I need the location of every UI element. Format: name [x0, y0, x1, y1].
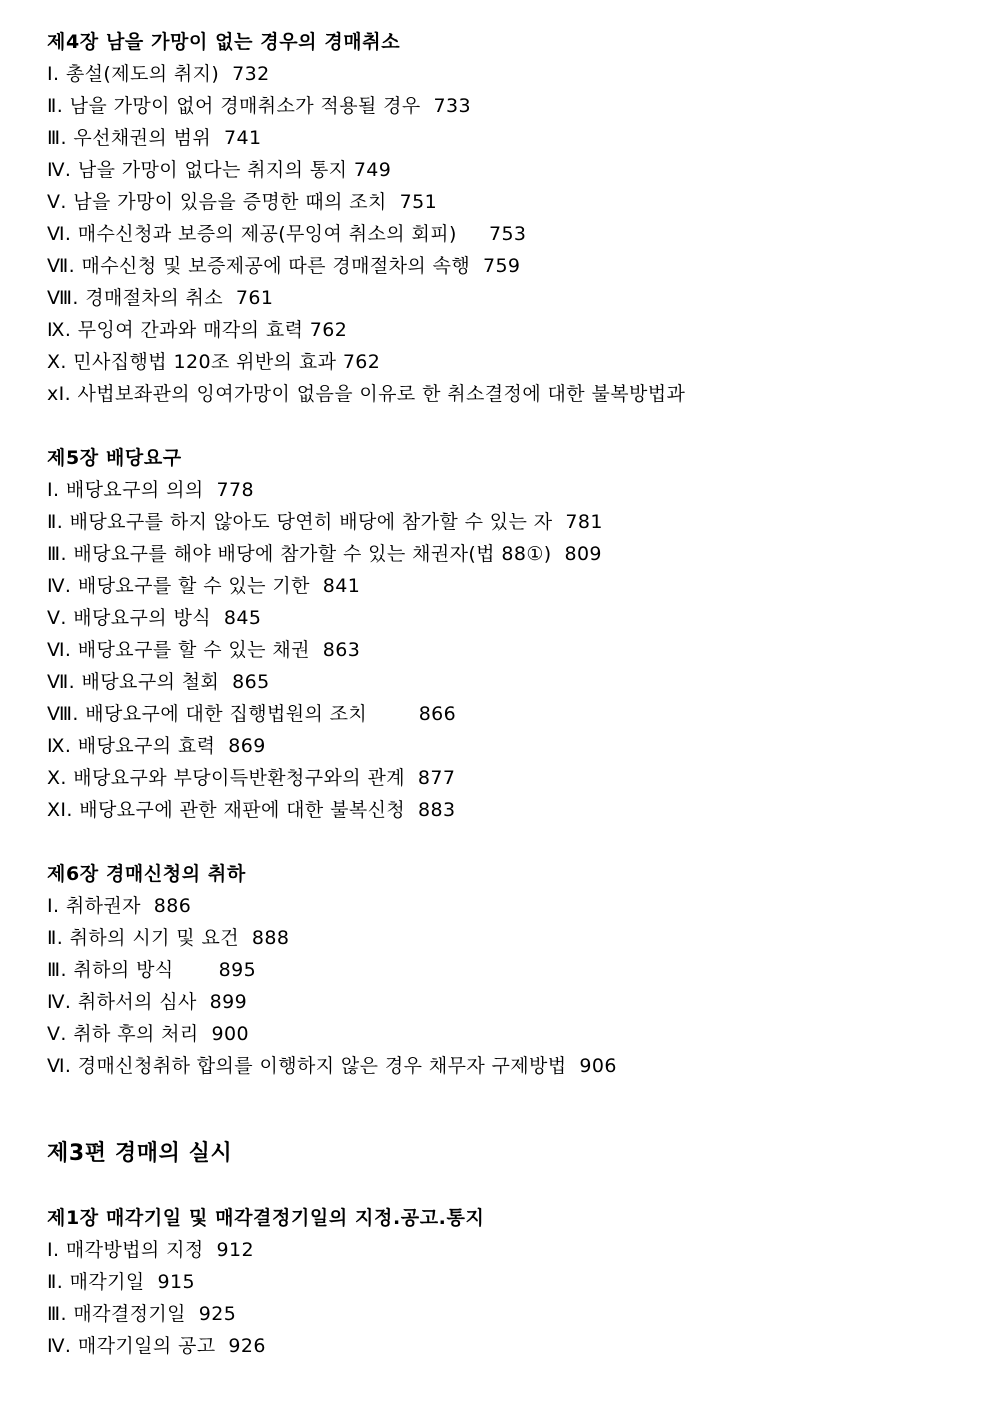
toc-entry: Ⅸ. 배당요구의 효력 869 [47, 735, 266, 757]
toc-entry: Ⅵ. 매수신청과 보증의 제공(무잉여 취소의 회피) 753 [47, 223, 527, 245]
toc-entry: Ⅳ. 매각기일의 공고 926 [47, 1335, 266, 1357]
toc-entry: Ⅴ. 취하 후의 처리 900 [47, 1023, 250, 1045]
chapter-4-section [47, 26, 967, 410]
toc-entry: XI. 배당요구에 관한 재판에 대한 불복신청 883 [47, 799, 456, 821]
toc-entry: Ⅰ. 총설(제도의 취지) 732 [47, 63, 270, 85]
toc-entry: Ⅹ. 배당요구와 부당이득반환청구와의 관계 877 [47, 767, 456, 789]
toc-entry: Ⅴ. 남을 가망이 있음을 증명한 때의 조치 751 [47, 191, 438, 213]
toc-entry: Ⅲ. 배당요구를 해야 배당에 참가할 수 있는 채권자(법 88①) 809 [47, 543, 602, 565]
chapter-5-section [47, 442, 967, 826]
toc-entry: Ⅲ. 취하의 방식 895 [47, 959, 257, 981]
chapter-title: 제1장 매각기일 및 매각결정기일의 지정.공고.통지 [47, 1207, 485, 1229]
toc-entry: Ⅶ. 배당요구의 철회 865 [47, 671, 270, 693]
toc-entry: Ⅳ. 남을 가망이 없다는 취지의 통지 749 [47, 159, 392, 181]
toc-entry: Ⅶ. 매수신청 및 보증제공에 따른 경매절차의 속행 759 [47, 255, 521, 277]
section-spacer [47, 826, 967, 858]
chapter-title: 제4장 남을 가망이 없는 경우의 경매취소 [47, 31, 401, 53]
toc-entry: Ⅱ. 남을 가망이 없어 경매취소가 적용될 경우 733 [47, 95, 471, 117]
toc-entry: Ⅸ. 무잉여 간과와 매각의 효력 762 [47, 319, 348, 341]
toc-entry: xI. 사법보좌관의 잉여가망이 없음을 이유로 한 취소결정에 대한 불복방법과 [47, 383, 686, 405]
toc-entry: Ⅱ. 취하의 시기 및 요건 888 [47, 927, 290, 949]
part-chapter-1-section [47, 1202, 967, 1362]
toc-entry: Ⅲ. 매각결정기일 925 [47, 1303, 237, 1325]
toc-entry: Ⅳ. 배당요구를 할 수 있는 기한 841 [47, 575, 361, 597]
toc-entry: Ⅰ. 매각방법의 지정 912 [47, 1239, 254, 1261]
toc-entry: Ⅰ. 배당요구의 의의 778 [47, 479, 254, 501]
document-page [47, 26, 967, 1362]
part-title: 제3편 경매의 실시 [47, 1141, 233, 1166]
chapter-title: 제5장 배당요구 [47, 447, 182, 469]
toc-entry: Ⅷ. 경매절차의 취소 761 [47, 287, 274, 309]
toc-entry: Ⅹ. 민사집행법 120조 위반의 효과 762 [47, 351, 381, 373]
section-spacer [47, 410, 967, 442]
chapter-6-section [47, 858, 967, 1082]
toc-entry: Ⅷ. 배당요구에 대한 집행법원의 조치 866 [47, 703, 457, 725]
toc-entry: Ⅵ. 경매신청취하 합의를 이행하지 않은 경우 채무자 구제방법 906 [47, 1055, 617, 1077]
toc-entry: Ⅴ. 배당요구의 방식 845 [47, 607, 262, 629]
toc-entry: Ⅲ. 우선채권의 범위 741 [47, 127, 262, 149]
section-spacer [47, 1082, 967, 1138]
chapter-title: 제6장 경매신청의 취하 [47, 863, 246, 885]
toc-entry: Ⅰ. 취하권자 886 [47, 895, 192, 917]
toc-entry: Ⅱ. 배당요구를 하지 않아도 당연히 배당에 참가할 수 있는 자 781 [47, 511, 603, 533]
toc-entry: Ⅱ. 매각기일 915 [47, 1271, 195, 1293]
toc-entry: Ⅳ. 취하서의 심사 899 [47, 991, 248, 1013]
section-spacer [47, 1170, 967, 1202]
toc-entry: Ⅵ. 배당요구를 할 수 있는 채권 863 [47, 639, 361, 661]
